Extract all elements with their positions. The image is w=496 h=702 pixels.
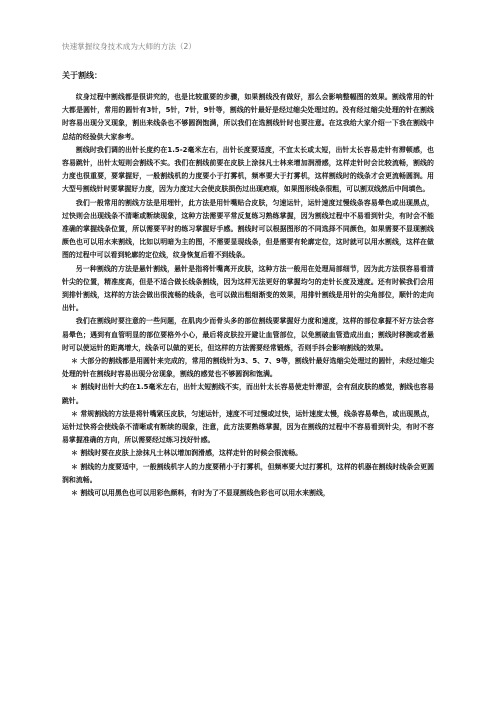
section-heading: 关于割线： (62, 71, 102, 80)
paragraph: 纹身过程中割线都是很讲究的，也是比较重要的步骤，如果割线没有做好，那么会影响整幅图的效果。割线常用的针大都是圆针，常用的圆针有3针，5针，7针，9针等，割线的针最好是经过缩尖处理过的。没有经过缩尖处理的针在割线时容易出现分叉现象，割出来线条也不够圆润饱满，所以我们在选割线针时也要注意。在这我给大家介绍一下我在割线中总结的经验供大家参考。 (62, 93, 434, 141)
bullet-item: ＊ 割线的力度要适中，一般割线机字人的力度要稍小于打雾机，但频率要大过打雾机，这样的机器在割线时线条会更圆润和流畅。 (62, 462, 434, 484)
paragraph: 另一种割线的方法是悬针割线，悬针是指将针嘴离开皮肤，这种方法一般用在处理局部细节，因为此方法很容易看清针尖的位置，精准度高，但是不适合做长线条割线，因为这样无法更好的掌握均匀的走针长度及速度。还有时候我们会用到排针割线，这样的方法会做出很流畅的线条，也可以做出粗细渐变的效果，用排针割线是用针的尖角部位，顺针的走向出针。 (62, 264, 434, 313)
document-body (62, 91, 434, 500)
paragraph: 我们在割线时要注意的一些问题，在肌肉少而骨头多的部位割线要掌握好力度和速度，这样的部位拿握不好方法会容易晕色；遇到有血管明显的部位要格外小心，最后将皮肤拉开避让血管部位，以免割破血管造成出血；割线时移腕或者悬时可以使运针的距离增大，线条可以做的更长，但这样的方法需要经常锻炼，否则手抖会影响割线的效果。 (62, 317, 434, 352)
paragraph: 割线时我们调的出针长度约在1.5-2毫米左右，出针长度要适度，不宜太长或太短，出针太长容易走针有滞顿感，也容易跳针，出针太短则会割线不实。我们在割线前要在皮肤上涂抹凡士林来增加润滑感，这样走针时会比较流畅，割线的力度也很重要，要掌握好，一般割线机的力度要小于打雾机，频率要大于打雾机，这样割线时的线条才会更流畅圆润。用大型号割线针时要掌握好力度，因为力度过大会使皮肤损伤过出现疤痕，如果图形线条很粗，可以割双线然后中间填色。 (62, 145, 434, 194)
paragraph: 我们一般常用的割线方法是用埋针，此方法是用针嘴贴合皮肤，匀速运针，运针速度过慢线条容易晕色或出现黑点，过快则会出现线条不清晰或断续现象，这种方法需要平常反复练习熟练掌握，因为割线过程中不易看到针尖，有时会不能准确的掌握线条位置，所以需要平时的练习掌握好手感。割线时可以根据图形的不同选择不同颜色，如果需要不显现割线颜色也可以用水来割线，比如以明暗为主的图，不需要显现线条，但是需要有轮廓定位，这时就可以用水割线，这样在做图的过程中可以看到轮廓的定位线，纹身恢复后看不到线条。 (62, 198, 434, 260)
bullet-item: ＊ 大部分的割线都是用圆针来完成的，常用的割线针为3、5、7、9等，割线针最好选缩尖处理过的圆针，未经过缩尖处理的针在割线时容易出现分岔现象，割线的感觉也不够圆润和饱满。 (62, 357, 434, 379)
document-title: 快速掌握纹身技术成为大师的方法（2） (62, 42, 196, 51)
bullet-item: ＊ 常规割线的方法是将针嘴紧压皮肤，匀速运针，速度不可过慢或过快，运针速度太慢，线条容易晕色，或出现黑点，运针过快将会使线条不清晰或有断续的现象，注意，此方法要熟练掌握，因为在割线的过程中不容易看到针尖，有时不容易掌握准确的方向，所以需要经过练习找好针感。 (62, 409, 434, 445)
bullet-item: ＊ 割线时出针大约在1.5毫米左右，出针太短割线不实，而出针太长容易使走针滞涩，会有刮皮肤的感觉，割线也容易跳针。 (62, 383, 434, 405)
bullet-item: ＊ 割线可以用黑色也可以用彩色颜料，有时为了不显现割线色彩也可以用水来割线， (70, 489, 330, 498)
bullet-item: ＊ 割线时要在皮肤上涂抹凡士林以增加润滑感，这样走针的时候会很流畅。 (70, 449, 303, 458)
